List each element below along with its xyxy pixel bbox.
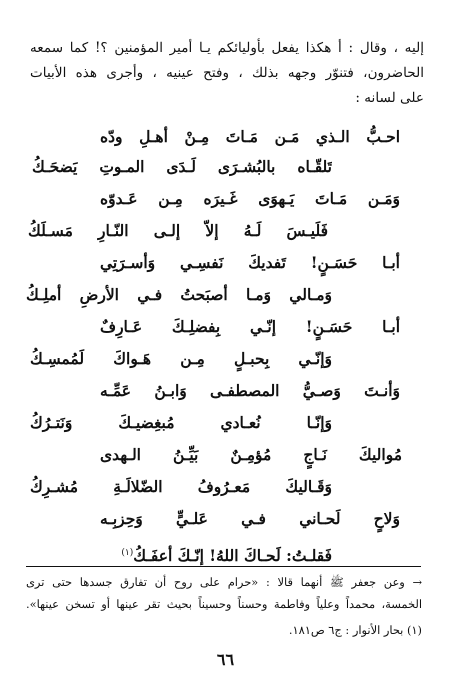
verse-line: وَمـالي وَمـا أصبَحتُ فـي الأرضِ أملِـكُ xyxy=(26,285,332,304)
verse-line: وَأنـتَ وَصـيُّ المصطفـى وَابـنُ عَمِّـه xyxy=(100,381,400,400)
intro-paragraph xyxy=(30,36,424,111)
footnote-line: → وعن جعفر ﷺ أنهما قالا : «حرام على روح أن تفارق جسدها حتى ترى xyxy=(26,575,422,589)
verse-line: أبـا حَسَـنٍ! إنّـي بِفضلِـكَ عَـارِفٌ xyxy=(100,317,400,336)
footnote-marker: (١) xyxy=(121,548,134,558)
verse-line: فَلَيـسَ لَـهُ إلاّ إلـى النّـارِ مَسـلَكُ xyxy=(28,221,328,240)
verse-line: احـبُّ الـذي مَـن مَـاتَ مِـنْ أهـلِ ودّه xyxy=(100,127,400,146)
verse-line: وَإنّـا نُعـادي مُبغِضيـكَ وَنَتـرُكُ xyxy=(30,413,332,432)
footnote-divider xyxy=(26,566,421,567)
intro-line: الحاضرون، فتنوّر وجهه بذلك ، وفتح عينيه ، وأجرى هذه الأبيات xyxy=(30,65,424,81)
footnote-reference: (١) بحار الأنوار : ج٦ ص١٨١. xyxy=(288,623,422,637)
intro-line: على لسانه : xyxy=(355,90,424,106)
footnote-line: الخمسة، محمداً وعلياً وفاطمة وحسناً وحسيناً بحيث تقر عينها أو تسخن عينها». xyxy=(26,597,422,611)
verse-text: فَقلـتُ: لَحـاكَ اللهُ! إنّـكَ أعفَـكُ xyxy=(133,546,332,566)
verse-line: وَمَـن مَـاتَ يَـهوَى غَـيرَه مِـن عَـدوّه xyxy=(100,189,400,208)
verse-line: مُواليكَ نَـاجٍ مُؤمِـنٌ بَيِّـنُ الـهدى xyxy=(100,445,402,464)
verse-line: أبـا حَسَـنٍ! تَفديكَ نَفسِـي وَأسـرَتِي xyxy=(100,253,400,272)
verse-line-last xyxy=(30,533,332,573)
verse-line: تَلقّـاه بالبُشـرَى لَـدَى المـوتِ يَضحَـكُ xyxy=(32,157,332,176)
verse-line: وَإنّـي بِحبـلٍ مِـن هَـواكَ لَمُمسِـكُ xyxy=(30,349,332,368)
verse-line: وَقَـاليكَ مَعـرُوفُ الضّلالَـةِ مُشـرِكُ xyxy=(30,477,332,496)
verse-line: وَلاحٍ لَحـاني فـي عَلـيٍّ وَحِزبِـه xyxy=(100,509,400,528)
intro-line: إليه ، وقال : أ هكذا يفعل بأوليائكم يـا أمير المؤمنين ؟! كما سمعه xyxy=(30,40,424,56)
page-number: ٦٦ xyxy=(216,650,235,669)
